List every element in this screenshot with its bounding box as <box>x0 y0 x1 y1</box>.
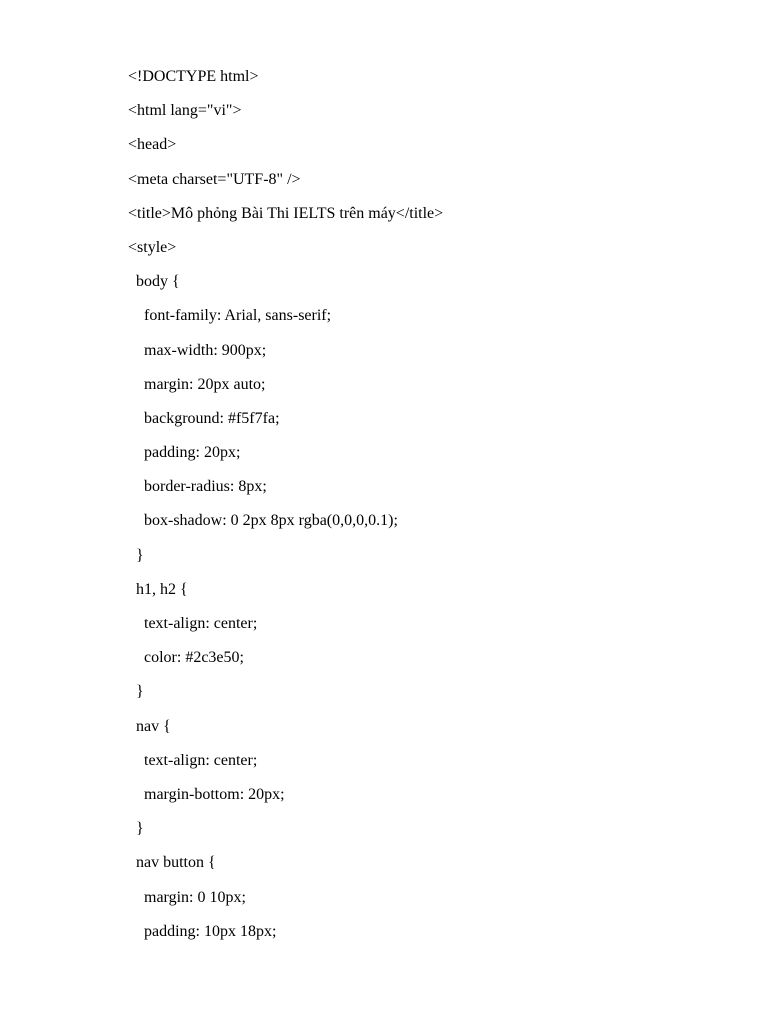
document-line: <html lang="vi"> <box>128 102 242 120</box>
document-line: } <box>128 546 144 564</box>
document-line: color: #2c3e50; <box>128 649 244 667</box>
document-line: margin: 0 10px; <box>128 888 246 906</box>
document-line: max-width: 900px; <box>128 341 267 359</box>
document-line: box-shadow: 0 2px 8px rgba(0,0,0,0.1); <box>128 512 398 530</box>
document-line: font-family: Arial, sans-serif; <box>128 307 332 325</box>
document-line: nav { <box>128 717 171 735</box>
document-line: text-align: center; <box>128 615 258 632</box>
document-line: background: #f5f7fa; <box>128 409 280 427</box>
document-line: <style> <box>128 238 177 256</box>
document-line: padding: 20px; <box>128 444 241 462</box>
document-line: body { <box>128 273 180 291</box>
document-line: <title>Mô phỏng Bài Thi IELTS trên máy</title> <box>128 204 444 222</box>
document-body <box>128 66 443 955</box>
document-line: } <box>128 820 144 838</box>
document-line: nav button { <box>128 854 216 872</box>
document-line: margin-bottom: 20px; <box>128 785 285 803</box>
document-line: text-align: center; <box>128 751 258 769</box>
document-line: margin: 20px auto; <box>128 375 266 393</box>
document-line: border-radius: 8px; <box>128 478 267 496</box>
document-line: <meta charset="UTF-8" /> <box>128 170 301 188</box>
document-line: } <box>128 683 144 701</box>
document-line: <!DOCTYPE html> <box>128 68 259 85</box>
document-line: padding: 10px 18px; <box>128 922 277 940</box>
document-line: h1, h2 { <box>128 580 188 598</box>
document-line: <head> <box>128 136 177 154</box>
